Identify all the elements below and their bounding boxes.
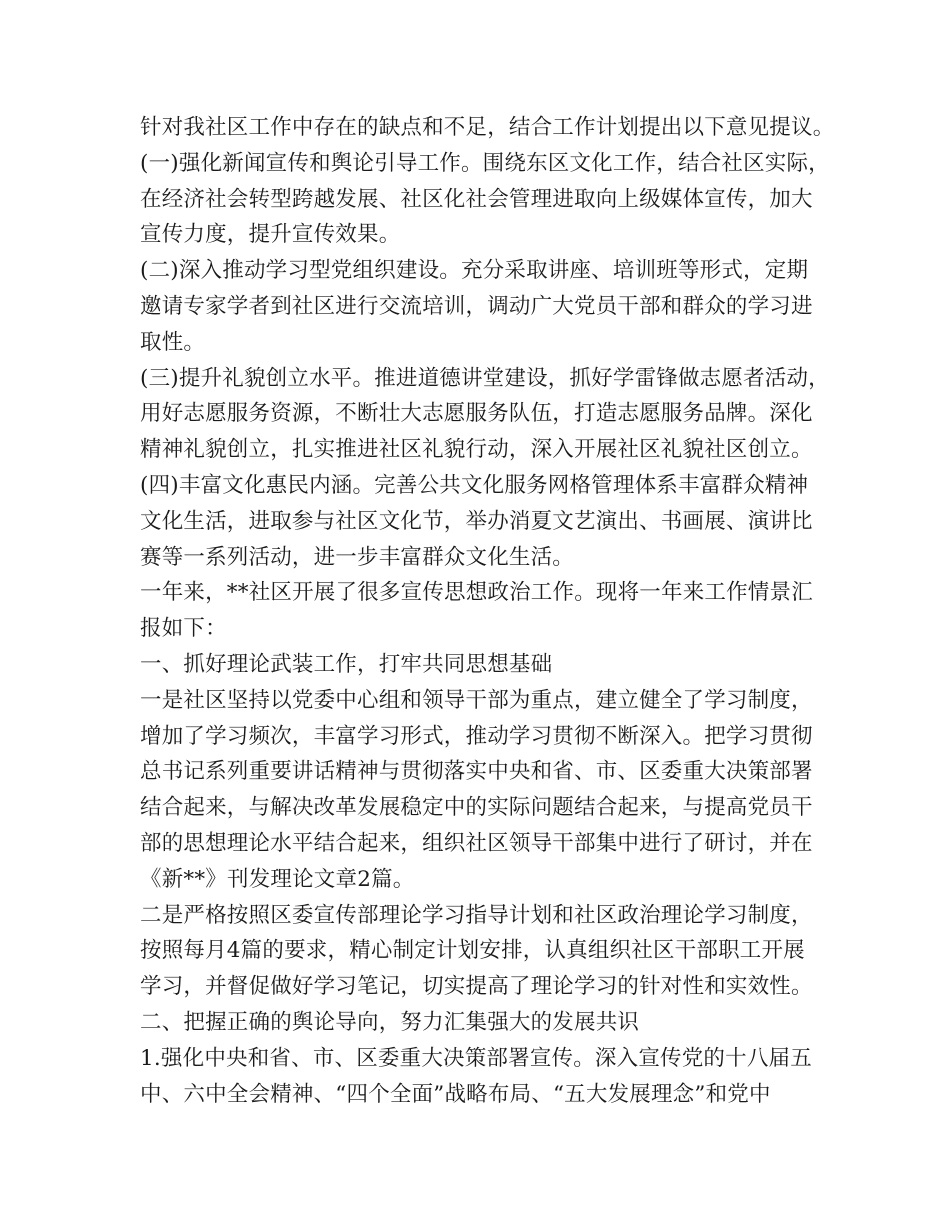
text-line: 增加了学习频次，丰富学习形式，推动学习贯彻不断深入。把学习贯彻	[140, 723, 813, 749]
text-line: 精神礼貌创立，扎实推进社区礼貌行动，深入开展社区礼貌社区创立。	[140, 437, 813, 463]
text-line: (三)提升礼貌创立水平。推进道德讲堂建设，抓好学雷锋做志愿者活动，	[140, 365, 830, 391]
text-line: 学习，并督促做好学习笔记，切实提高了理论学习的针对性和实效性。	[140, 974, 813, 1000]
text-line: 按照每月4篇的要求，精心制定计划安排，认真组织社区干部职工开展	[140, 938, 805, 964]
text-line: 总书记系列重要讲话精神与贯彻落实中央和省、市、区委重大决策部署	[140, 759, 813, 785]
text-line: 一年来，**社区开展了很多宣传思想政治工作。现将一年来工作情景汇	[140, 580, 813, 606]
text-line: 邀请专家学者到社区进行交流培训，调动广大党员干部和群众的学习进	[140, 293, 813, 319]
text-line: 在经济社会转型跨越发展、社区化社会管理进取向上级媒体宣传，加大	[140, 186, 813, 212]
text-line: 一是社区坚持以党委中心组和领导干部为重点，建立健全了学习制度，	[140, 687, 813, 713]
text-line: 文化生活，进取参与社区文化节，举办消夏文艺演出、书画展、演讲比	[140, 508, 813, 534]
text-line: (一)强化新闻宣传和舆论引导工作。围绕东区文化工作，结合社区实际，	[140, 150, 830, 176]
section-heading: 一、抓好理论武装工作，打牢共同思想基础	[140, 651, 553, 677]
text-line: 取性。	[140, 329, 206, 355]
text-line: 部的思想理论水平结合起来，组织社区领导干部集中进行了研讨，并在	[140, 830, 813, 856]
text-line: (四)丰富文化惠民内涵。完善公共文化服务网格管理体系丰富群众精神	[140, 472, 809, 498]
section-heading: 二、把握正确的舆论导向，努力汇集强大的发展共识	[140, 1009, 640, 1035]
text-line: (二)深入推动学习型党组织建设。充分采取讲座、培训班等形式，定期	[140, 258, 809, 284]
text-line: 宣传力度，提升宣传效果。	[140, 222, 401, 248]
text-line: 针对我社区工作中存在的缺点和不足，结合工作计划提出以下意见提议。	[140, 115, 835, 140]
text-line: 二是严格按照区委宣传部理论学习指导计划和社区政治理论学习制度，	[140, 902, 813, 928]
document-body	[140, 110, 835, 1112]
text-line: 赛等一系列活动，进一步丰富群众文化生活。	[140, 544, 575, 570]
text-line: 《新**》刊发理论文章2篇。	[140, 866, 415, 892]
text-line: 结合起来，与解决改革发展稳定中的实际问题结合起来，与提高党员干	[140, 795, 813, 821]
text-line: 中、六中全会精神、“四个全面”战略布局、“五大发展理念”和党中	[140, 1081, 771, 1107]
text-line: 1.强化中央和省、市、区委重大决策部署宣传。深入宣传党的十八届五	[140, 1045, 812, 1071]
text-line: 用好志愿服务资源，不断壮大志愿服务队伍，打造志愿服务品牌。深化	[140, 401, 813, 427]
text-line: 报如下：	[140, 616, 227, 642]
